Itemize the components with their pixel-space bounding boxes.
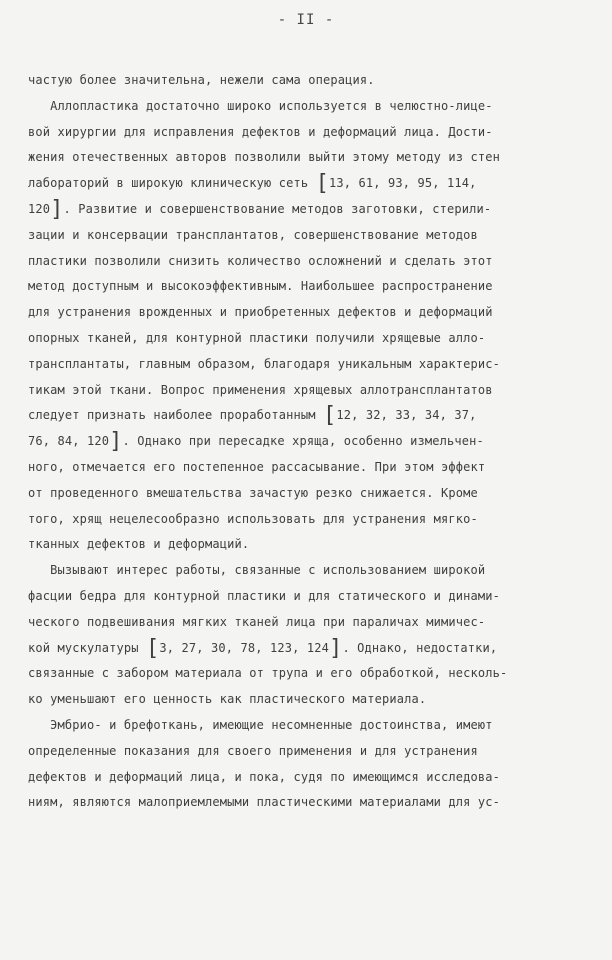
text-line — [28, 171, 588, 197]
text-line: трансплантаты, главным образом, благодаря уникальным характерис- — [28, 356, 500, 371]
text-line — [28, 403, 588, 429]
text-line: ческого подвешивания мягких тканей лица при параличах мимичес- — [28, 614, 486, 629]
text-line — [28, 636, 588, 662]
text-line: частую более значительна, нежели сама операция. — [28, 73, 375, 87]
text-line: жения отечественных авторов позволили выйти этому методу из стен — [28, 150, 500, 165]
text-line: дефектов и деформаций лица, и пока, судя по имеющимся исследова- — [28, 769, 500, 784]
text-fragment: следует признать наиболее проработанным — [28, 408, 323, 423]
bracket-close: ] — [329, 635, 343, 661]
text-line — [28, 429, 588, 455]
bracket-open: [ — [146, 635, 160, 661]
text-line: от проведенного вмешательства зачастую резко снижается. Кроме — [28, 485, 478, 500]
text-fragment: лабораторий в широкую клиническую сеть — [28, 176, 316, 191]
text-line: зации и консервации трансплантатов, совершенствование методов — [28, 227, 478, 242]
text-line: вой хирургии для исправления дефектов и деформаций лица. Дости- — [28, 124, 493, 139]
text-line: того, хрящ нецелесообразно использовать для устранения мягко- — [28, 511, 478, 526]
text-line: Вызывают интерес работы, связанные с использованием широкой — [28, 563, 486, 578]
text-line: Эмбрио- и брефоткань, имеющие несомненные достоинства, имеют — [28, 717, 493, 732]
text-line: Аллопластика достаточно широко используется в челюстно-лице- — [28, 98, 493, 113]
citation-refs: 12, 32, 33, 34, 37, — [336, 408, 477, 423]
citation-refs: 3, 27, 30, 78, 123, 124 — [159, 640, 330, 655]
text-line: ко уменьшают его ценность как пластического материала. — [28, 692, 427, 707]
text-line: определенные показания для своего применения и для устранения — [28, 743, 478, 758]
body-text — [28, 68, 588, 816]
bracket-close: ] — [50, 196, 64, 222]
text-line: опорных тканей, для контурной пластики получили хрящевые алло- — [28, 330, 486, 345]
citation-refs: 13, 61, 93, 95, 114, — [329, 176, 477, 191]
text-line: тикам этой ткани. Вопрос применения хрящевых аллотрансплантатов — [28, 382, 493, 397]
page-number: - II - — [277, 12, 335, 28]
text-fragment: . Развитие и совершенствование методов заготовки, стерили- — [63, 201, 492, 216]
text-line: ниям, являются малоприемлемыми пластическими материалами для ус- — [28, 795, 500, 810]
text-line: ного, отмечается его постепенное рассасывание. При этом эффект — [28, 459, 486, 474]
bracket-open: [ — [322, 403, 337, 429]
text-line: связанные с забором материала от трупа и его обработкой, несколь- — [28, 666, 508, 681]
bracket-open: [ — [315, 171, 330, 197]
text-fragment: кой мускулатуры — [28, 640, 146, 655]
citation-refs: 76, 84, 120 — [28, 434, 110, 449]
text-line: тканных дефектов и деформаций. — [28, 537, 250, 552]
text-fragment: . Однако, недостатки, — [342, 640, 498, 655]
text-line: метод доступным и высокоэффективным. Наибольшее распространение — [28, 279, 493, 294]
bracket-close: ] — [109, 429, 123, 455]
text-line: фасции бедра для контурной пластики и для статического и динами- — [28, 588, 500, 603]
citation-refs: 120 — [28, 201, 51, 216]
text-line: пластики позволили снизить количество осложнений и сделать этот — [28, 253, 493, 268]
text-fragment: . Однако при пересадке хряща, особенно измельчен- — [122, 434, 484, 449]
text-line — [28, 197, 588, 223]
text-line: для устранения врожденных и приобретенных дефектов и деформаций — [28, 305, 493, 320]
